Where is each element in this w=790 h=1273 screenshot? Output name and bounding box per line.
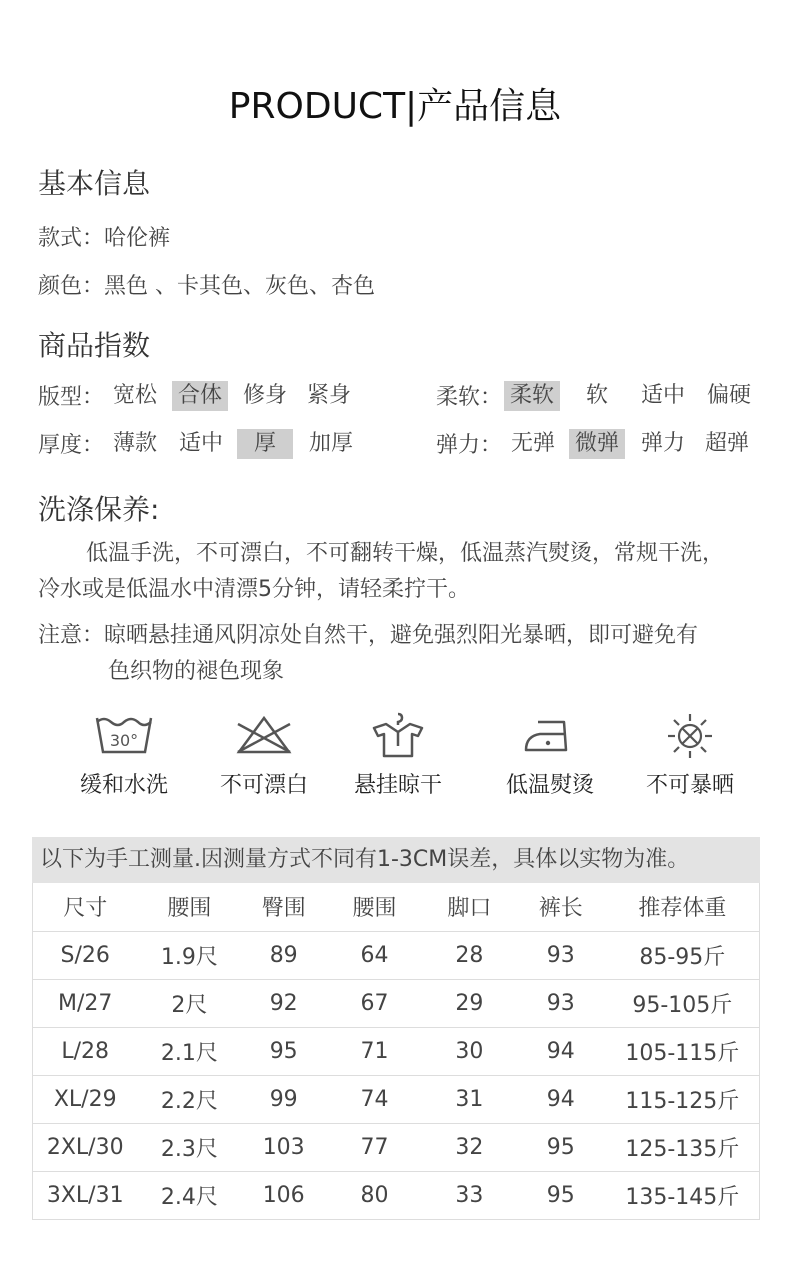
table-cell: 92 [241, 979, 326, 1027]
elasticity-option-selected: 微弹 [569, 429, 625, 459]
basic-info-heading: 基本信息 [38, 167, 151, 200]
page-title: PRODUCT|产品信息 [228, 86, 562, 127]
table-cell: 80 [326, 1171, 423, 1219]
table-cell: 31 [423, 1075, 516, 1123]
thickness-row [38, 429, 398, 463]
softness-option: 软 [585, 383, 608, 408]
table-row [33, 1075, 760, 1123]
table-cell: 2尺 [137, 979, 241, 1027]
header-cell: 腰围 [326, 883, 423, 931]
fit-label: 版型： [38, 385, 105, 410]
wash-30-icon [94, 712, 154, 758]
table-cell: 95-105斤 [606, 979, 760, 1027]
header-cell: 裤长 [516, 883, 606, 931]
table-cell: 115-125斤 [606, 1075, 760, 1123]
table-cell: L/28 [33, 1027, 138, 1075]
header-cell: 尺寸 [33, 883, 138, 931]
table-cell: 99 [241, 1075, 326, 1123]
elasticity-option: 超弹 [704, 431, 749, 456]
softness-option: 偏硬 [706, 383, 751, 408]
table-cell: 106 [241, 1171, 326, 1219]
care-paragraph-line1: 低温手洗，不可漂白，不可翻转干燥，低温蒸汽熨烫，常规干洗， [86, 541, 725, 566]
care-label: 悬挂晾干 [353, 773, 442, 798]
elasticity-option: 弹力 [640, 431, 685, 456]
table-cell: 93 [516, 931, 606, 979]
care-item-hang-dry [328, 712, 468, 799]
table-cell: 3XL/31 [33, 1171, 138, 1219]
care-note-line1: 注意：晾晒悬挂通风阴凉处自然干，避免强烈阳光暴晒，即可避免有 [38, 623, 699, 648]
table-cell: 64 [326, 931, 423, 979]
table-cell: 103 [241, 1123, 326, 1171]
header-cell: 推荐体重 [606, 883, 760, 931]
table-cell: 33 [423, 1171, 516, 1219]
table-cell: 93 [516, 979, 606, 1027]
table-cell: 77 [326, 1123, 423, 1171]
table-cell: 29 [423, 979, 516, 1027]
fit-option-selected: 合体 [172, 381, 228, 411]
table-cell: 2XL/30 [33, 1123, 138, 1171]
table-cell: M/27 [33, 979, 138, 1027]
table-cell: 95 [516, 1123, 606, 1171]
thickness-option: 加厚 [308, 431, 353, 456]
table-cell: 32 [423, 1123, 516, 1171]
table-cell: 30 [423, 1027, 516, 1075]
table-row [33, 1171, 760, 1219]
low-iron-icon [520, 712, 580, 758]
no-sun-icon [660, 712, 720, 758]
header-cell: 臀围 [241, 883, 326, 931]
care-label: 缓和水洗 [79, 773, 168, 798]
fit-option: 宽松 [112, 383, 157, 408]
wash-temp-text: 30° [109, 731, 139, 750]
thickness-option-selected: 厚 [237, 429, 293, 459]
table-row [33, 979, 760, 1027]
table-cell: 74 [326, 1075, 423, 1123]
color-line: 颜色：黑色 、卡其色、灰色、杏色 [38, 274, 375, 299]
softness-option-selected: 柔软 [504, 381, 560, 411]
product-index-heading: 商品指数 [38, 329, 151, 362]
softness-label: 柔软： [436, 385, 503, 410]
table-cell: 2.1尺 [137, 1027, 241, 1075]
thickness-option: 适中 [178, 431, 223, 456]
table-cell: 85-95斤 [606, 931, 760, 979]
elasticity-label: 弹力： [436, 433, 503, 458]
table-cell: 71 [326, 1027, 423, 1075]
elasticity-row [436, 429, 766, 463]
table-cell: 28 [423, 931, 516, 979]
care-heading: 洗涤保养: [38, 493, 160, 526]
table-cell: 89 [241, 931, 326, 979]
table-cell: 2.2尺 [137, 1075, 241, 1123]
header-cell: 脚口 [423, 883, 516, 931]
size-table-note: 以下为手工测量.因测量方式不同有1-3CM误差，具体以实物为准。 [32, 837, 760, 883]
fit-option: 紧身 [306, 383, 351, 408]
fit-row [38, 381, 398, 415]
care-note-line2: 色织物的褪色现象 [108, 659, 285, 684]
care-note [38, 618, 778, 690]
hang-dry-icon [368, 712, 428, 758]
care-item-low-iron [480, 712, 620, 799]
care-paragraph-line2: 冷水或是低温水中清漂5分钟，请轻柔拧干。 [38, 577, 470, 602]
table-row [33, 931, 760, 979]
care-item-no-bleach [194, 712, 334, 799]
care-paragraph [38, 536, 778, 608]
elasticity-option: 无弹 [510, 431, 555, 456]
no-bleach-icon [234, 712, 294, 758]
table-cell: 95 [241, 1027, 326, 1075]
size-table [32, 883, 760, 1220]
care-label: 低温熨烫 [505, 773, 594, 798]
table-cell: 2.4尺 [137, 1171, 241, 1219]
table-cell: 135-145斤 [606, 1171, 760, 1219]
table-row [33, 1027, 760, 1075]
table-header-row [33, 883, 760, 931]
table-cell: 95 [516, 1171, 606, 1219]
table-cell: 67 [326, 979, 423, 1027]
care-item-no-sun [620, 712, 760, 799]
header-cell: 腰围 [137, 883, 241, 931]
table-cell: S/26 [33, 931, 138, 979]
thickness-option: 薄款 [112, 431, 157, 456]
table-cell: 105-115斤 [606, 1027, 760, 1075]
care-label: 不可漂白 [219, 773, 308, 798]
care-item-wash [54, 712, 194, 799]
table-cell: 94 [516, 1027, 606, 1075]
thickness-label: 厚度： [38, 433, 105, 458]
style-line: 款式：哈伦裤 [38, 226, 171, 251]
table-cell: 1.9尺 [137, 931, 241, 979]
table-cell: 125-135斤 [606, 1123, 760, 1171]
softness-option: 适中 [640, 383, 685, 408]
fit-option: 修身 [242, 383, 287, 408]
care-label: 不可暴晒 [645, 773, 734, 798]
softness-row [436, 381, 766, 415]
table-cell: 94 [516, 1075, 606, 1123]
table-cell: XL/29 [33, 1075, 138, 1123]
table-row [33, 1123, 760, 1171]
table-cell: 2.3尺 [137, 1123, 241, 1171]
